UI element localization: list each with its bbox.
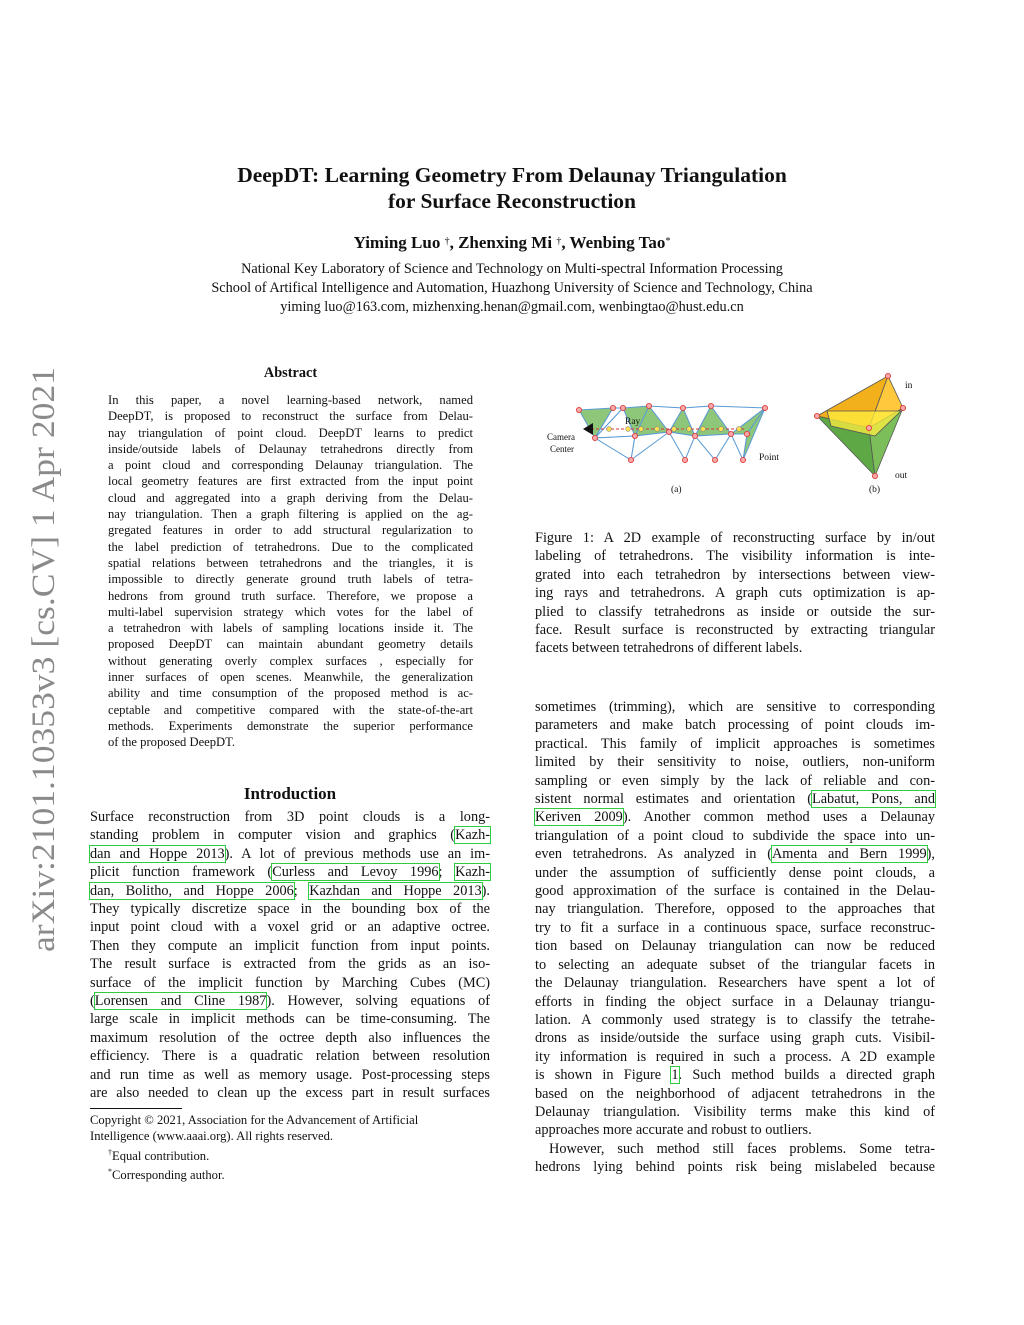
body-line: Delaunay triangulation. Visibility terms make this kind of (535, 1103, 935, 1120)
body-text: ). Another common method uses a Delaunay (622, 809, 935, 826)
abstract-line: hedrons from ground truth surface. Therefore, we propose a (108, 588, 473, 603)
citation-link[interactable]: Labatut, Pons, and (811, 791, 935, 808)
abstract-line: local geometry features are first extracted from the input point (108, 474, 473, 489)
intro-text: standing problem in computer vision and graphics ( (90, 827, 456, 844)
abstract-line: In this paper, a novel learning-based network, named (108, 393, 473, 407)
intro-line: input point cloud with a voxel grid or an adaptive octree. (90, 919, 490, 936)
footnote-equal (90, 1145, 490, 1164)
equal-contribution-mark: † (444, 236, 450, 247)
subfigure-a-label: (a) (671, 485, 682, 495)
caption-line: plied to classify tetrahedrons as inside or outside the sur- (535, 603, 935, 620)
abstract-line: proposed DeepDT can maintain abundant geometry details (108, 637, 473, 652)
abstract-line: a point cloud and corresponding Delaunay triangulation. The (108, 458, 473, 473)
body-text: is shown in Figure (535, 1067, 672, 1084)
caption-line: facets between tetrahedrons of different labels. (535, 640, 803, 657)
body-line: nay triangulation. Therefore, opposed to the approaches that (535, 901, 935, 918)
abstract-line: nay triangulation. Then a graph filtering is applied on the ag- (108, 507, 473, 522)
figure-1-caption (535, 529, 935, 658)
abstract-line: methods. Experiments demonstrate the superior performance (108, 718, 473, 733)
footnote-text: Equal contribution. (112, 1148, 210, 1163)
caption-line: face. Result surface is reconstructed by extracting triangular (535, 622, 935, 639)
paper-title (0, 162, 1024, 214)
triangle-white (669, 432, 695, 460)
body-line: limited by their sensitivity to noise, outliers, non-uniform (535, 754, 935, 771)
footnotes (90, 1112, 490, 1184)
introduction-heading: Introduction (243, 784, 337, 803)
intro-text: ). However, solving equations of (266, 993, 490, 1010)
intro-line (90, 863, 490, 881)
intro-line (90, 882, 490, 900)
abstract-line: inside/outside labels of Delaunay tetrahedrons directly from (108, 441, 473, 456)
body-line (535, 1066, 935, 1084)
abstract-line: DeepDT, is proposed to reconstruct the surface from Delau- (108, 409, 473, 424)
out-label: out (895, 471, 908, 481)
body-line: good approximation of the surface is contained in the Delau- (535, 883, 935, 900)
title-line-1: DeepDT: Learning Geometry From Delaunay Triangulation (237, 163, 787, 187)
in-label: in (905, 381, 913, 391)
body-line: sampling or even simply by the lack of reliable and con- (535, 772, 935, 789)
citation-link[interactable]: Kazh- (455, 864, 491, 881)
body-line: to selecting an adequate subset of the triangular facets in (535, 956, 935, 973)
abstract-line: cloud and aggregated into a graph deriving from the Delau- (108, 490, 473, 505)
figure-1-diagram (535, 370, 935, 505)
body-text: sistent normal estimates and orientation ( (535, 791, 812, 808)
title-line-2: for Surface Reconstruction (388, 189, 636, 213)
intro-line (90, 826, 490, 844)
body-line: based on the neighborhood of adjacent tetrahedrons in the (535, 1085, 935, 1102)
body-line (535, 845, 935, 863)
body-text: . Such method builds a directed graph (678, 1067, 935, 1084)
intro-line: efficiency. There is a quadratic relation between resolution (90, 1048, 490, 1065)
body-line: hedrons lying behind points risk being mislabeled because (535, 1159, 935, 1176)
intro-text: plicit function framework ( (90, 864, 273, 881)
tetrahedron-3d (817, 376, 903, 476)
citation-link[interactable]: Amenta and Bern 1999 (771, 846, 927, 863)
footnote-divider (90, 1108, 182, 1109)
camera-label: Camera (547, 432, 575, 442)
abstract-line: ceptable and competitive compared with the state-of-the-art (108, 702, 473, 717)
abstract-line: multi-label supervision strategy which votes for the label of (108, 604, 473, 619)
intro-text: ). A lot of previous methods use an im- (224, 845, 490, 862)
intro-text: ( (90, 993, 95, 1010)
body-line: sometimes (trimming), which are sensitive to corresponding (535, 699, 935, 715)
body-line: efforts in finding the object surface in a Delaunay triangu- (535, 993, 935, 1010)
abstract-line: ability and time consumption of the proposed method is ac- (108, 686, 473, 701)
abstract-body (108, 392, 473, 751)
intro-line (90, 845, 490, 863)
caption-line: Figure 1: A 2D example of reconstructing surface by in/out (535, 530, 935, 546)
copyright-notice: Intelligence (www.aaai.org). All rights reserved. (90, 1129, 334, 1144)
intro-text: ; (438, 864, 456, 881)
author-list (0, 232, 1024, 254)
intro-line: and run time as well as memory usage. Post-processing steps (90, 1066, 490, 1083)
right-column-body (535, 698, 935, 1177)
intro-line: Surface reconstruction from 3D point clouds is a long- (90, 809, 490, 825)
citation-link[interactable]: Keriven 2009 (535, 809, 623, 826)
footnote-text: Corresponding author. (112, 1168, 225, 1183)
intro-line: maximum resolution of the octree depth also influences the (90, 1029, 490, 1046)
body-line: the Delaunay triangulation. Researchers have spent a lot of (535, 975, 935, 992)
caption-line: ing rays and tetrahedrons. A graph cuts optimization is ap- (535, 585, 935, 602)
abstract-line: gregated features in order to add structural regularization to (108, 523, 473, 538)
triangulation-2d (579, 406, 765, 460)
subfigure-b-label: (b) (869, 485, 881, 495)
body-line: tion based on Delaunay triangulation can now be reduced (535, 938, 935, 955)
introduction-body (90, 808, 490, 1103)
ray-intersections (607, 427, 742, 432)
point-label: Point (759, 453, 780, 463)
body-line: ity information is required in such a process. A 2D example (535, 1048, 935, 1065)
citation-link[interactable]: Kazh- (455, 827, 490, 844)
body-line: triangulation of a point cloud to subdivide the space into un- (535, 827, 935, 844)
abstract-line: without generating overly complex surfaces , especially for (108, 653, 473, 668)
camera-label: Center (550, 444, 574, 454)
equal-contribution-mark: † (556, 236, 562, 247)
intro-text: ). (481, 882, 490, 899)
abstract-line: a tetrahedron with labels of sampling locations inside it. The (108, 621, 473, 636)
abstract-line: spatial relations between tetrahedrons and the triangles, it is (108, 555, 473, 570)
citation-link[interactable]: Lorensen and Cline 1987 (94, 993, 267, 1010)
author-emails: yiming luo@163.com, mizhenxing.henan@gmail.com, wenbingtao@hust.edu.cn (280, 299, 744, 315)
arxiv-watermark-text: arXiv:2101.10353v3 [cs.CV] 1 Apr 2021 (26, 409, 62, 952)
author-2: , Zhenxing Mi (449, 233, 553, 252)
body-line: drons as inside/outside the surface using graph cuts. Visibil- (535, 1030, 935, 1047)
figure-1 (535, 370, 935, 505)
affiliation-line: School of Artifical Intelligence and Automation, Huazhong University of Science and Technology, China (211, 280, 813, 296)
intro-line: are also needed to clean up the excess part in result surfaces (90, 1085, 490, 1102)
abstract-line: of the proposed DeepDT. (108, 735, 236, 750)
intro-line: large scale in implicit methods can be time-consuming. The (90, 1011, 490, 1028)
intro-text: ; (293, 882, 310, 899)
body-line: try to fit a surface in a continuous space, surface reconstruc- (535, 919, 935, 936)
citation-link[interactable]: Kazhdan and Hoppe 2013 (309, 882, 482, 899)
caption-line: grated into each tetrahedron by intersections between view- (535, 566, 935, 583)
body-line: lation. A commonly used strategy is to classify the tetrahe- (535, 1011, 935, 1028)
intro-line: surface of the implicit function by Marching Cubes (MC) (90, 974, 490, 991)
copyright-notice: Copyright © 2021, Association for the Advancement of Artificial (90, 1113, 419, 1127)
body-line (535, 808, 935, 826)
abstract-line: impossible to directly generate ground truth labels of tetra- (108, 572, 473, 587)
author-1: Yiming Luo (353, 233, 441, 252)
arxiv-watermark (8, 360, 68, 960)
corresponding-author-mark: * (665, 236, 671, 247)
footnote-corresponding (90, 1164, 490, 1183)
intro-line (90, 992, 490, 1010)
ray-label: Ray (625, 417, 641, 427)
body-line: under the assumption of sufficiently dense point clouds, a (535, 864, 935, 881)
intro-line: The result surface is extracted from the grids as an iso- (90, 956, 490, 973)
caption-line: labeling of tetrahedrons. The visibility information is inte- (535, 548, 935, 565)
body-line: However, such method still faces problems. Some tetra- (549, 1140, 935, 1157)
abstract-line: inner surfaces of open scenes. Meanwhile, the generalization (108, 670, 473, 685)
intro-line: Then they compute an implicit function from input points. (90, 937, 490, 954)
abstract-line: nay triangulation of point cloud. DeepDT learns to predict (108, 425, 473, 440)
intro-line: They typically discretize space in the bounding box of the (90, 901, 490, 918)
affiliation-line: National Key Laboratory of Science and Technology on Multi-spectral Information Processing (241, 261, 783, 277)
body-text: even tetrahedrons. As analyzed in ( (535, 846, 772, 863)
triangle-white (595, 436, 635, 460)
author-3: , Wenbing Tao (561, 233, 666, 252)
footnote-mark: * (108, 1167, 112, 1177)
citation-link[interactable]: dan and Hoppe 2013 (90, 845, 225, 862)
abstract-heading: Abstract (263, 365, 318, 381)
body-line: approaches more accurate and robust to outliers. (535, 1122, 812, 1139)
citation-link[interactable]: Curless and Levoy 1996 (272, 864, 439, 881)
body-line: parameters and make batch processing of point clouds im- (535, 717, 935, 734)
affiliation-block (0, 260, 1024, 317)
figure-reference-link[interactable]: 1 (671, 1067, 679, 1084)
triangle-white (695, 434, 731, 460)
abstract-line: the label prediction of tetrahedrons. Due to the complicated (108, 539, 473, 554)
footnote-mark: † (108, 1147, 112, 1157)
body-line: practical. This family of implicit approaches is sometimes (535, 735, 935, 752)
body-text: ), (926, 846, 935, 863)
body-line (535, 790, 935, 808)
citation-link[interactable]: dan, Bolitho, and Hoppe 2006 (90, 882, 294, 899)
